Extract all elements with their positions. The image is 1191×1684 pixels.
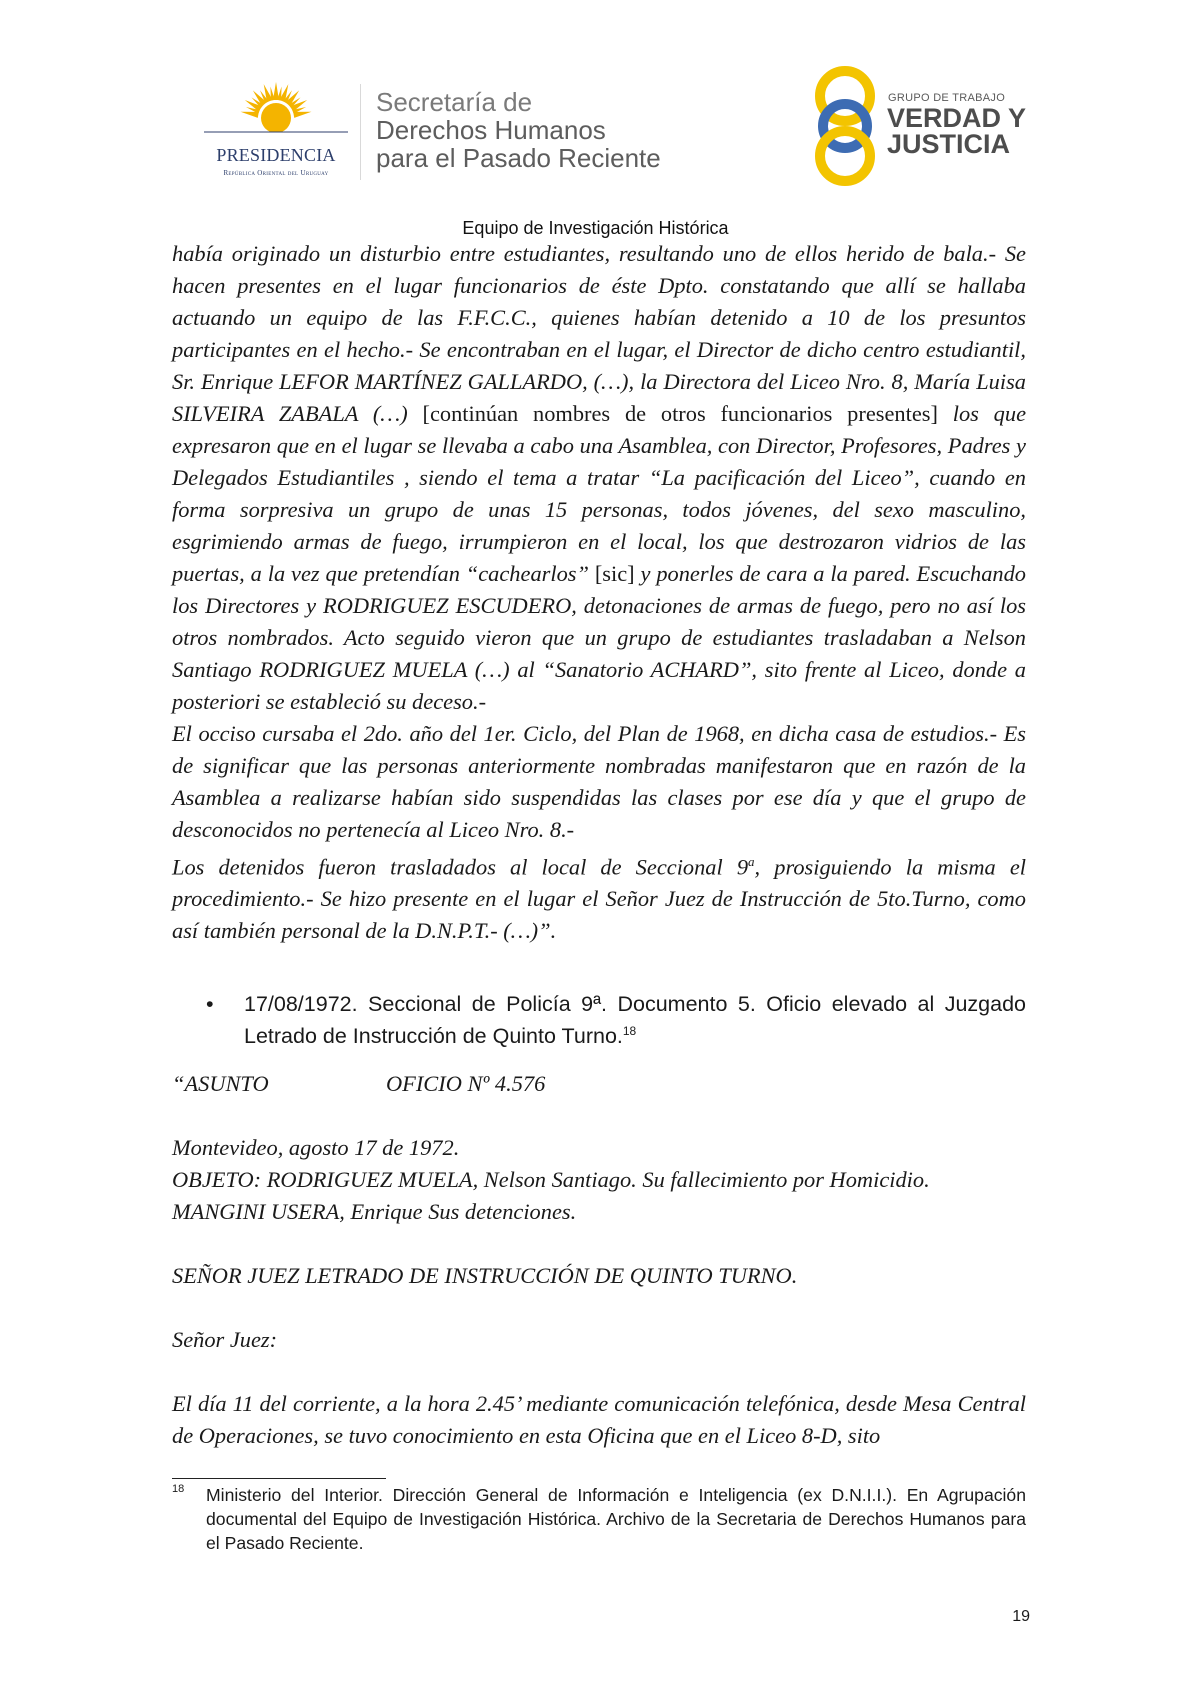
quote-paragraph-2: El occiso cursaba el 2do. año del 1er. Ciclo, del Plan de 1968, en dicha casa de estudios.- Es de significar que las personas anteriormente nombradas manifestaron que en razón de la Asamblea a realizarse habían sido suspendidas las clases por ese día y que el grupo de desconocidos no pertenecía al Liceo Nro. 8.- [172,721,1026,842]
gtvj-logo [812,62,1027,188]
page-number: 19 [1012,1608,1030,1625]
memo-header-line [172,1068,1026,1100]
memo-asunto: “ASUNTO [172,1071,269,1096]
memo-saludo: Señor Juez: [172,1327,278,1352]
secretaria-line3: para el Pasado Reciente [376,143,661,173]
quote-p3-b: , prosiguiendo la misma el procedimiento.- Se hizo presente en el lugar el Señor Juez de Instrucción de 5to.Turno, como así también personal de la D.N.P.T.- (…)”. [172,854,1026,944]
presidencia-name: PRESIDENCIA [216,145,336,165]
bullet-symbol: • [206,992,214,1016]
gtvj-line2: VERDAD Y [887,103,1027,133]
gtvj-line3: JUSTICIA [887,129,1011,159]
header-divider [360,84,361,180]
quote-p3-a: Los detenidos fueron trasladados al local de Seccional 9 [172,854,749,880]
footnote-text: Ministerio del Interior. Dirección General de Información e Inteligencia (ex D.N.I.I.). En Agrupación documental del Equipo de Investigación Histórica. Archivo de la Secretaria de Derechos Humanos para el Pasado Reciente. [206,1485,1026,1553]
memo-fecha: Montevideo, agosto 17 de 1972. [172,1135,460,1160]
quote-body [172,238,1026,947]
interlocking-rings-icon [812,62,882,188]
memo-destinatario: SEÑOR JUEZ LETRADO DE INSTRUCCIÓN DE QUINTO TURNO. [172,1263,798,1288]
bullet-text-content: 17/08/1972. Seccional de Policía 9ª. Documento 5. Oficio elevado al Juzgado Letrado de Instrucción de Quinto Turno. [244,992,1026,1048]
bullet-text [244,988,1026,1052]
presidencia-subtitle: República Oriental del Uruguay [223,169,329,177]
memo-date-block [172,1132,1026,1228]
memo-cuerpo: El día 11 del corriente, a la hora 2.45’ mediante comunicación telefónica, desde Mesa Central de Operaciones, se tuvo conocimiento en esta Oficina que en el Liceo 8-D, sito [172,1391,1026,1448]
footnote-number: 18 [172,1483,185,1495]
sun-emblem-icon [196,82,356,144]
quote-p1-c-text: y ponerles de cara a la pared. Escuchando los Directores y RODRIGUEZ ESCUDERO, detonaciones de armas de fuego, pero no así los otros nombrados. Acto seguido vieron que un grupo de estudiantes trasladaban a Nelson Santiago RODRIGUEZ MUELA (…) al “Sanatorio ACHARD”, sito frente al Liceo, donde a posteriori se estableció su deceso.- [172,561,1026,714]
secretaria-line2: Derechos Humanos [376,115,606,145]
quote-p1-bracket: [continúan nombres de otros funcionarios presentes] [422,401,938,426]
quote-paragraph-3 [172,846,1026,947]
memo-objeto-2: MANGINI USERA, Enrique Sus detenciones. [172,1199,577,1224]
secretaria-line1: Secretaría de [376,87,533,117]
secretaria-logo-text [376,88,661,172]
quote-p1-b-text: los que expresaron que en el lugar se llevaba a cabo una Asamblea, con Director, Profesores, Padres y Delegados Estudiantiles , siendo el tema a tratar “La pacificación del Liceo”, cuando en forma sorpresiva un grupo de unas 15 personas, todos jóvenes, del sexo masculino, esgrimiendo armas de fuego, irrumpieron en el local, los que destrozaron vidrios de las puertas, a la vez que pretendían “cachearlos” [172,401,1027,586]
gtvj-line1: GRUPO DE TRABAJO [888,92,1006,104]
footnote-reference[interactable]: 18 [622,1023,637,1038]
memo-objeto-1: OBJETO: RODRIGUEZ MUELA, Nelson Santiago. Su fallecimiento por Homicidio. [172,1167,930,1192]
team-title: Equipo de Investigación Histórica [462,218,729,238]
quote-p1-sic: [sic] [594,561,635,586]
footnote-separator [172,1478,386,1479]
quote-p1-text: había originado un disturbio entre estudiantes, resultando uno de ellos herido de bala.- Se hacen presentes en el lugar funcionarios de éste Dpto. constatando que allí se hallaba actuando un equipo de las F.F.C.C., quienes habían detenido a 10 de los presuntos participantes en el hecho.- Se encontraban en el lugar, el Director de dicho centro estudiantil, Sr. Enrique LEFOR MARTÍNEZ GALLARDO, (…), la Directora del Liceo Nro. 8, María Luisa SILVEIRA ZABALA (…) [172,241,1026,426]
memo-oficio: OFICIO Nº 4.576 [386,1071,546,1096]
quote-p3-sup: a [748,854,755,869]
quote-paragraph-1 [172,238,1026,718]
presidencia-logo [196,82,356,182]
